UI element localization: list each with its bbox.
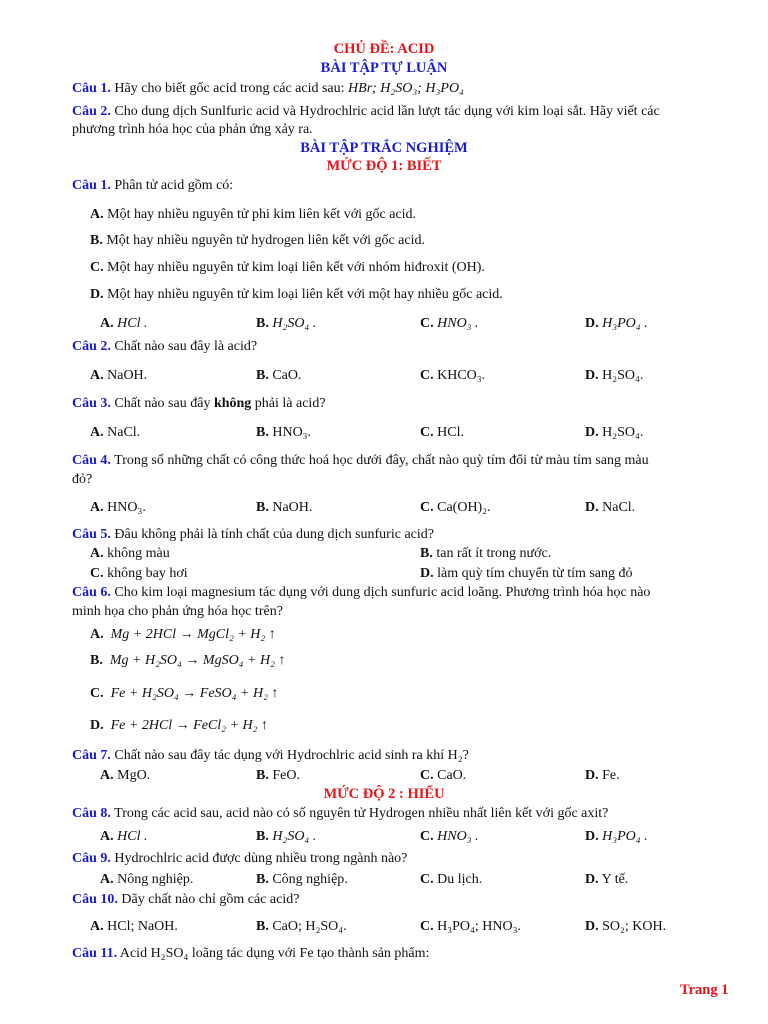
question-10-choice-d: D. SO₂; KOH. [585, 919, 667, 934]
question-7-choice-c: C. CaO. [420, 768, 467, 783]
question-4-choice-d: D. NaCl. [585, 500, 636, 515]
question-6: Câu 6. Cho kim loại magnesium tác dụng với dung dịch sunfuric acid loãng. Phương trình hóa học nào [72, 585, 651, 600]
question-6-option-d: D. Fe + 2HCl → FeCl₂ + H₂ ↑ [90, 718, 268, 733]
question-text: Phân tử acid gồm có: [114, 178, 234, 193]
question-8-choice-b: B. H₂SO₄ . [256, 829, 317, 844]
question-3-choice-a: A. NaCl. [90, 425, 141, 440]
essay-question-2-cont: phương trình hóa học của phản ứng xảy ra. [72, 122, 313, 137]
question-8-choice-d: D. H₃PO₄ . [585, 829, 648, 844]
question-5-option-a: A. không màu [90, 546, 170, 561]
question-text: Hãy cho biết gốc acid trong các acid sau: [114, 81, 345, 96]
question-6-option-c: C. Fe + H₂SO₄ → FeSO₄ + H₂ ↑ [90, 686, 279, 701]
question-9-choice-d: D. Y tế. [585, 872, 629, 887]
question-text: Cho dung dịch Sunlfuric acid và Hydrochlric acid lần lượt tác dụng với kim loại sắt. Hãy viết các [114, 104, 660, 119]
question-label: Câu 2. [72, 104, 111, 119]
mc-section-title: BÀI TẬP TRẮC NGHIỆM [300, 140, 468, 156]
question-9-choice-b: B. Công nghiệp. [256, 872, 348, 887]
question-5: Câu 5. Đâu không phải là tính chất của dung dịch sunfuric acid? [72, 527, 434, 542]
question-1-choice-d: D. H₃PO₄ . [585, 316, 648, 331]
question-4-choice-a: A. HNO₃. [90, 500, 146, 515]
topic-title: CHỦ ĐỀ: ACID [333, 41, 435, 57]
question-1-choice-c: C. HNO₃ . [420, 316, 479, 331]
question-6-option-a: A. Mg + 2HCl → MgCl₂ + H₂ ↑ [90, 627, 276, 642]
question-1-option-d: D. Một hay nhiều nguyên tử kim loại liên kết với một hay nhiều gốc acid. [90, 287, 503, 302]
question-7-choice-d: D. Fe. [585, 768, 620, 783]
question-7-choice-a: A. MgO. [100, 768, 151, 783]
question-10-choice-b: B. CaO; H₂SO₄. [256, 919, 347, 934]
question-8-choice-c: C. HNO₃ . [420, 829, 479, 844]
question-label: Câu 1. [72, 178, 111, 193]
question-2-choice-c: C. KHCO₃. [420, 368, 486, 383]
question-11: Câu 11. Acid H₂SO₄ loãng tác dụng với Fe tạo thành sản phẩm: [72, 946, 430, 961]
question-7: Câu 7. Chất nào sau đây tác dụng với Hydrochlric acid sinh ra khí H₂? [72, 748, 469, 763]
level-2-title: MỨC ĐỘ 2 : HIỂU [323, 786, 445, 802]
essay-question-1 [72, 81, 768, 97]
question-formula: HBr; H₂SO₃; H₃PO₄ [348, 81, 464, 96]
question-2-choice-a: A. NaOH. [90, 368, 148, 383]
question-4-choice-b: B. NaOH. [256, 500, 313, 515]
question-4-cont: đỏ? [72, 472, 93, 487]
essay-section-title: BÀI TẬP TỰ LUẬN [320, 60, 448, 76]
question-2-choice-d: D. H₂SO₄. [585, 368, 644, 383]
question-3-choice-d: D. H₂SO₄. [585, 425, 644, 440]
essay-question-2 [72, 104, 768, 120]
question-10-choice-a: A. HCl; NaOH. [90, 919, 178, 934]
question-9-choice-c: C. Du lịch. [420, 872, 483, 887]
question-5-option-b: B. tan rất ít trong nước. [420, 546, 552, 561]
question-5-option-c: C. không bay hơi [90, 566, 188, 581]
question-6-cont: minh họa cho phản ứng hóa học trên? [72, 604, 283, 619]
question-1-option-b: B. Một hay nhiều nguyên tử hydrogen liên kết với gốc acid. [90, 233, 425, 248]
question-4: Câu 4. Trong số những chất có công thức hoá học dưới đây, chất nào quỳ tím đổi từ màu tím sang màu [72, 453, 649, 468]
question-4-choice-c: C. Ca(OH)₂. [420, 500, 491, 515]
question-9-choice-a: A. Nông nghiệp. [100, 872, 194, 887]
question-10: Câu 10. Dãy chất nào chỉ gồm các acid? [72, 892, 300, 907]
question-8: Câu 8. Trong các acid sau, acid nào có số nguyên tử Hydrogen nhiều nhất liên kết với gốc axit? [72, 806, 609, 821]
question-1-choice-b: B. H₂SO₄ . [256, 316, 317, 331]
question-5-option-d: D. làm quỳ tím chuyển từ tím sang đỏ [420, 566, 633, 581]
question-9: Câu 9. Hydrochlric acid được dùng nhiều trong ngành nào? [72, 851, 408, 866]
question-2-choice-b: B. CaO. [256, 368, 302, 383]
question-3-choice-b: B. HNO₃. [256, 425, 312, 440]
question-1-option-c: C. Một hay nhiều nguyên tử kim loại liên kết với nhóm hiđroxit (OH). [90, 260, 485, 275]
question-10-choice-c: C. H₃PO₄; HNO₃. [420, 919, 521, 934]
question-1 [72, 178, 768, 194]
question-3: Câu 3. Chất nào sau đây không phải là acid? [72, 396, 326, 411]
question-1-option-a: A. Một hay nhiều nguyên tử phi kim liên kết với gốc acid. [90, 207, 417, 222]
question-1-choice-a: A. HCl . [100, 316, 148, 331]
question-2: Câu 2. Chất nào sau đây là acid? [72, 339, 258, 354]
question-label: Câu 1. [72, 81, 111, 96]
page-number: Trang 1 [680, 982, 729, 998]
question-3-choice-c: C. HCl. [420, 425, 464, 440]
question-8-choice-a: A. HCl . [100, 829, 148, 844]
question-6-option-b: B. Mg + H₂SO₄ → MgSO₄ + H₂ ↑ [90, 653, 286, 668]
question-7-choice-b: B. FeO. [256, 768, 300, 783]
level-1-title: MỨC ĐỘ 1: BIẾT [326, 158, 442, 174]
